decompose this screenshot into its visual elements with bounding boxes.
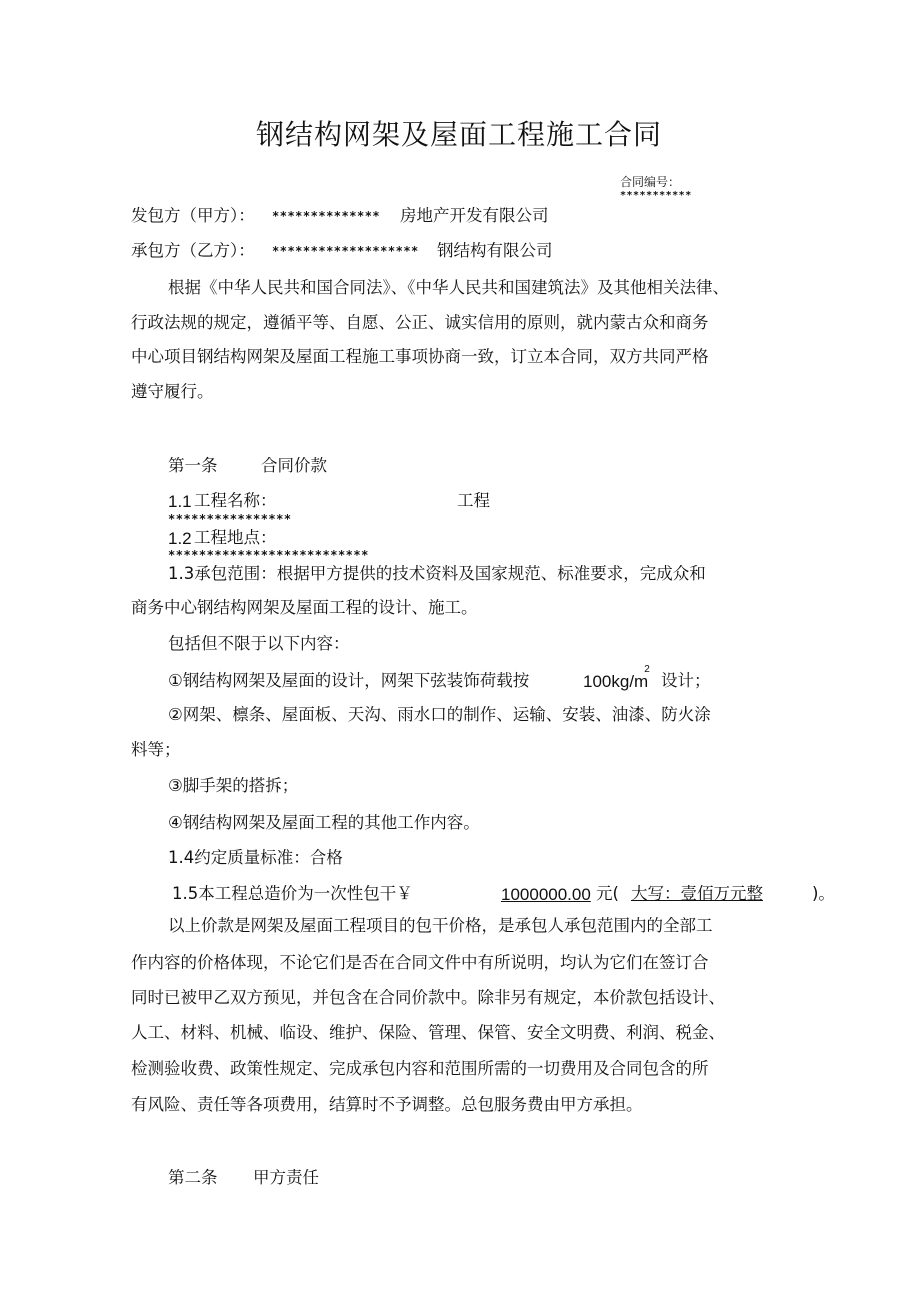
total-price-amount: 1000000.00 [501, 885, 591, 904]
item-1-3-line: 商务中心钢结构网架及屋面工程的设计、施工。 [131, 598, 478, 617]
includes-label: 包括但不限于以下内容： [168, 634, 350, 653]
item-1-5-prefix: 1.5本工程总造价为一次性包干￥ [172, 884, 413, 903]
scope-item-1: ①钢结构网架及屋面的设计，网架下弦装饰荷载按 [168, 671, 530, 690]
item-1-2-masked: ************************** [168, 548, 369, 562]
party-b-label: 承包方（乙方）： [131, 241, 255, 260]
total-price-close: )。 [812, 884, 835, 903]
price-note-line: 检测验收费、政策性规定、完成承包内容和范围所需的一切费用及合同包含的所 [131, 1059, 709, 1078]
price-note-line: 有风险、责任等各项费用，结算时不予调整。总包服务费由甲方承担。 [131, 1095, 643, 1114]
contract-number-label: 合同编号： [620, 175, 681, 189]
item-1-2-number: 1.2 [168, 529, 192, 548]
item-1-1-number: 1.1 [168, 492, 192, 511]
article-1-number: 第一条 [168, 456, 218, 475]
party-a-label: 发包方（甲方）： [131, 206, 255, 225]
party-a-name: 房地产开发有限公司 [400, 206, 549, 225]
total-price-unit: 元( [596, 884, 619, 903]
contract-number-value: *********** [620, 190, 692, 201]
scope-item-1-load [583, 664, 650, 691]
party-a-masked: ************** [272, 209, 381, 223]
load-exponent: 2 [644, 664, 650, 676]
price-note-line: 同时已被甲乙双方预见，并包含在合同价款中。除非另有规定，本价款包括设计、 [131, 988, 725, 1007]
preamble-line: 中心项目钢结构网架及屋面工程施工事项协商一致，订立本合同，双方共同严格 [131, 347, 709, 366]
scope-item-2: ②网架、檩条、屋面板、天沟、雨水口的制作、运输、安装、油漆、防火涂 [168, 705, 711, 724]
load-value: 100kg/m [583, 672, 649, 691]
item-1-2-label: 工程地点： [194, 528, 277, 547]
preamble-line: 根据《中华人民共和国合同法》、《中华人民共和国建筑法》及其他相关法律、 [168, 278, 729, 297]
item-1-4: 1.4约定质量标准：合格 [168, 848, 343, 867]
total-price-words: 大写：壹佰万元整 [631, 884, 763, 903]
party-b-masked: ******************* [272, 244, 419, 258]
scope-item-2-cont: 料等； [131, 740, 181, 759]
party-b-name: 钢结构有限公司 [437, 241, 553, 260]
item-1-3-line: 1.3承包范围：根据甲方提供的技术资料及国家规范、标准要求，完成众和 [168, 564, 706, 583]
scope-item-1-tail: 设计； [661, 671, 711, 690]
scope-item-3: ③脚手架的搭拆； [168, 776, 299, 795]
price-note-line: 以上价款是网架及屋面工程项目的包干价格，是承包人承包范围内的全部工 [168, 916, 713, 935]
article-2-title: 甲方责任 [253, 1168, 319, 1187]
article-1-title: 合同价款 [261, 456, 327, 475]
preamble-line: 遵守履行。 [131, 382, 214, 401]
price-note-line: 作内容的价格体现，不论它们是否在合同文件中有所说明，均认为它们在签订合 [131, 953, 709, 972]
preamble-line: 行政法规的规定，遵循平等、自愿、公正、诚实信用的原则，就内蒙古众和商务 [131, 313, 709, 332]
price-note-line: 人工、材料、机械、临设、维护、保险、管理、保管、安全文明费、利润、税金、 [131, 1023, 725, 1042]
item-1-1-label: 工程名称： [194, 491, 277, 510]
document-title: 钢结构网架及屋面工程施工合同 [256, 118, 663, 151]
item-1-1-masked: **************** [168, 512, 292, 526]
article-2-number: 第二条 [168, 1168, 218, 1187]
scope-item-4: ④钢结构网架及屋面工程的其他工作内容。 [168, 813, 480, 832]
item-1-1-suffix: 工程 [457, 491, 490, 510]
